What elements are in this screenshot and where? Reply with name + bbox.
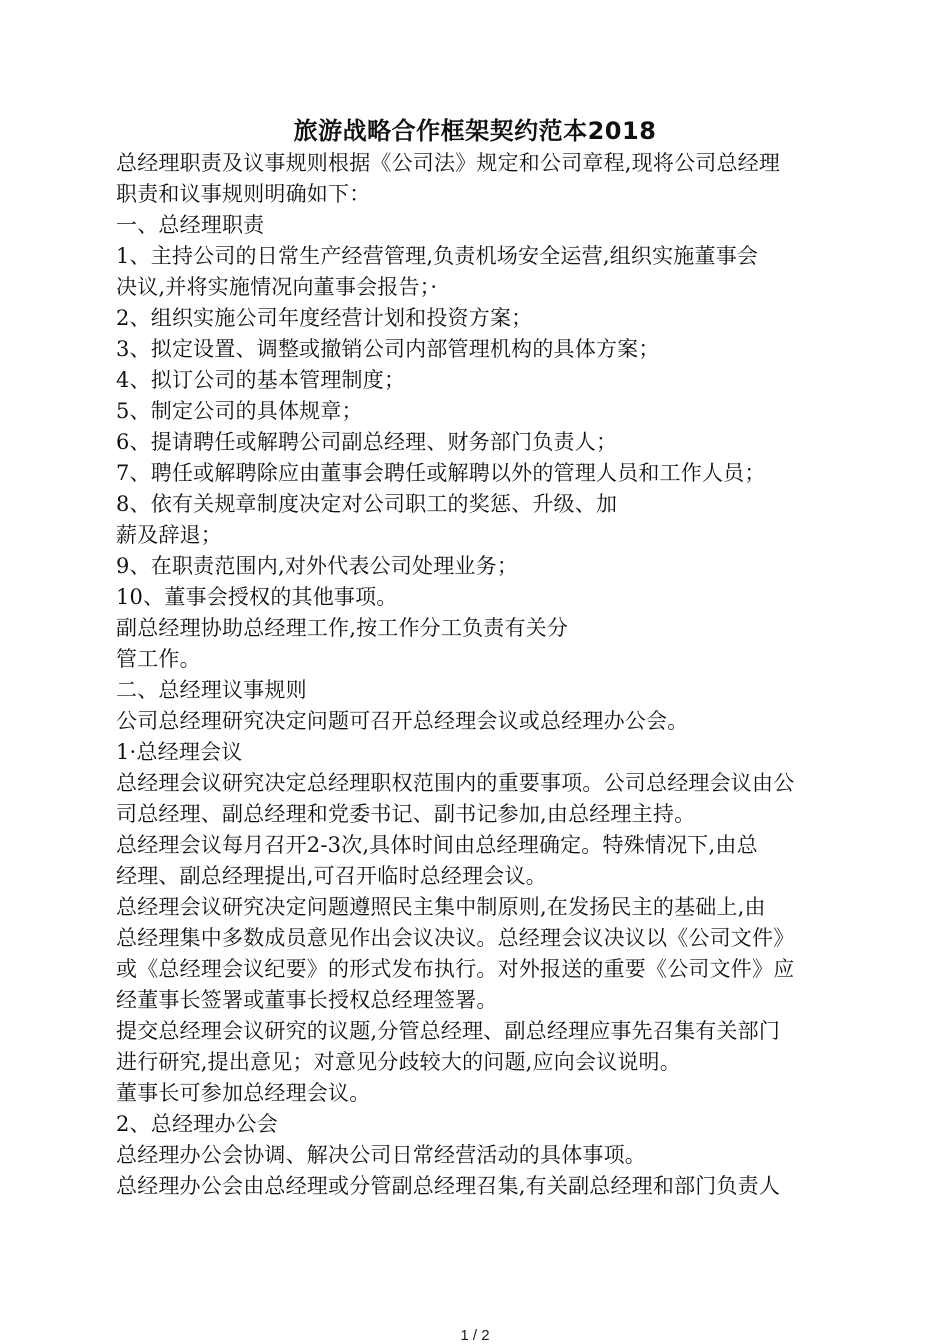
paragraph-line: 总经理会议研究决定问题遵照民主集中制原则,在发扬民主的基础上,由 (116, 895, 766, 919)
document-title: 旅游战略合作框架契约范本2018 (293, 117, 657, 145)
list-item: 9、在职责范围内,对外代表公司处理业务； (116, 554, 519, 578)
paragraph-line: 总经理办公会由总经理或分管副总经理召集,有关副总经理和部门负责人 (116, 1174, 781, 1198)
document-body (116, 148, 836, 1202)
list-item: 决议,并将实施情况向董事会报告；· (116, 275, 438, 299)
paragraph-line: 总经理职责及议事规则根据《公司法》规定和公司章程,现将公司总经理 (116, 151, 781, 175)
list-item: 5、制定公司的具体规章； (116, 399, 363, 423)
paragraph-line: 司总经理、副总经理和党委书记、副书记参加,由总经理主持。 (116, 802, 696, 826)
subsection-heading: 2、总经理办公会 (116, 1112, 278, 1136)
list-item: 10、董事会授权的其他事项。 (116, 585, 398, 609)
paragraph-line: 董事长可参加总经理会议。 (116, 1081, 371, 1105)
list-item: 8、依有关规章制度决定对公司职工的奖惩、升级、加 (116, 492, 618, 516)
list-item: 薪及辞退； (116, 523, 222, 547)
paragraph-line: 副总经理协助总经理工作,按工作分工负责有关分 (116, 616, 569, 640)
list-item: 2、组织实施公司年度经营计划和投资方案； (116, 306, 533, 330)
paragraph-line: 总经理办公会协调、解决公司日常经营活动的具体事项。 (116, 1143, 646, 1167)
page-indicator: 1 / 2 (460, 1327, 490, 1344)
paragraph-line: 职责和议事规则明确如下： (116, 182, 371, 206)
list-item: 1、主持公司的日常生产经营管理,负责机场安全运营,组织实施董事会 (116, 244, 759, 268)
paragraph-line: 总经理会议每月召开2-3次,具体时间由总经理确定。特殊情况下,由总 (116, 833, 758, 857)
paragraph-line: 公司总经理研究决定问题可召开总经理会议或总经理办公会。 (116, 709, 689, 733)
section-heading: 一、总经理职责 (116, 213, 265, 237)
paragraph-line: 进行研究,提出意见；对意见分歧较大的问题,应向会议说明。 (116, 1050, 681, 1074)
paragraph-line: 管工作。 (116, 647, 201, 671)
paragraph-line: 经董事长签署或董事长授权总经理签署。 (116, 988, 498, 1012)
list-item: 7、聘任或解聘除应由董事会聘任或解聘以外的管理人员和工作人员； (116, 461, 766, 485)
paragraph-line: 或《总经理会议纪要》的形式发布执行。对外报送的重要《公司文件》应 (116, 957, 795, 981)
paragraph-line: 提交总经理会议研究的议题,分管总经理、副总经理应事先召集有关部门 (116, 1019, 781, 1043)
paragraph-line: 总经理集中多数成员意见作出会议决议。总经理会议决议以《公司文件》 (116, 926, 795, 950)
paragraph-line: 经理、副总经理提出,可召开临时总经理会议。 (116, 864, 547, 888)
section-heading: 二、总经理议事规则 (116, 678, 307, 702)
list-item: 3、拟定设置、调整或撤销公司内部管理机构的具体方案； (116, 337, 660, 361)
subsection-heading: 1·总经理会议 (116, 740, 243, 764)
list-item: 6、提请聘任或解聘公司副总经理、财务部门负责人； (116, 430, 618, 454)
paragraph-line: 总经理会议研究决定总经理职权范围内的重要事项。公司总经理会议由公 (116, 771, 795, 795)
list-item: 4、拟订公司的基本管理制度； (116, 368, 406, 392)
